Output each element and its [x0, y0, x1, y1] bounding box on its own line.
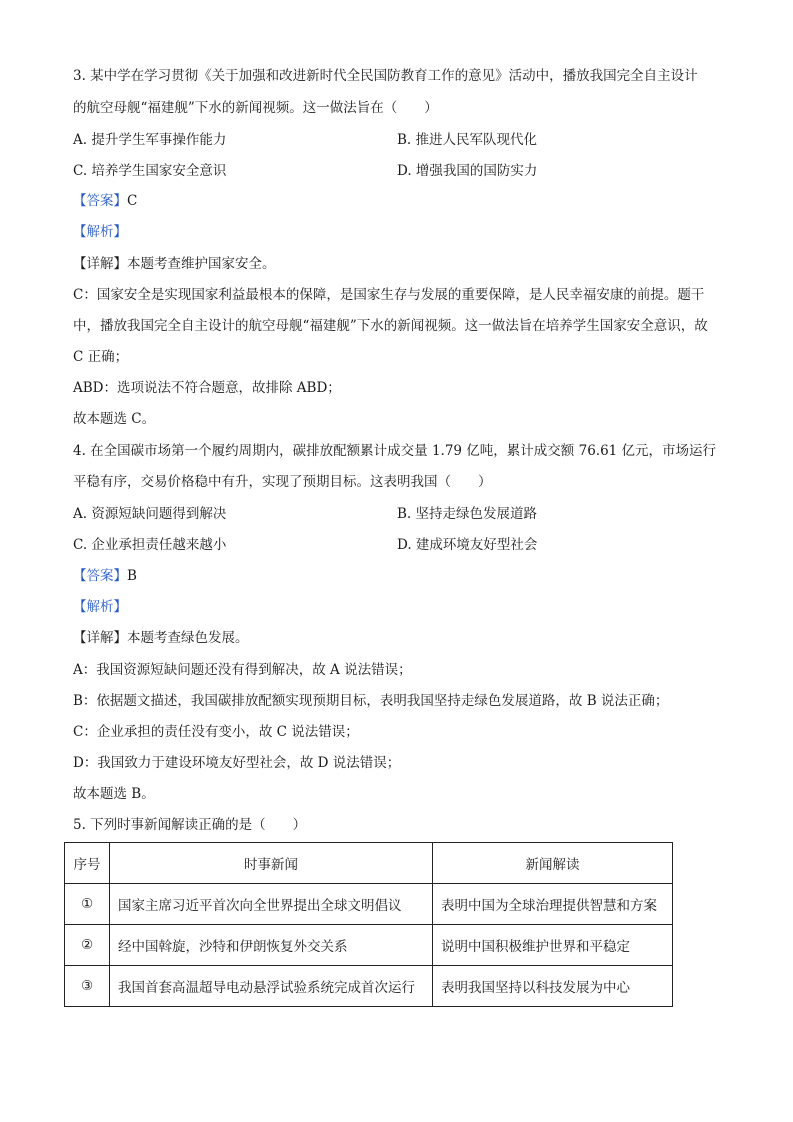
q4-conclusion: 故本题选 B。: [73, 786, 155, 802]
q4-explanation-line1: A：我国资源短缺问题还没有得到解决，故 A 说法错误；: [73, 662, 412, 678]
q4-option-b: B. 坚持走绿色发展道路: [397, 506, 538, 522]
analysis-tag: 【解析】: [73, 224, 127, 240]
header-index: 序号: [65, 843, 110, 884]
q4-answer: [73, 566, 137, 586]
q3-detail: [73, 254, 276, 274]
q4-option-c: C. 企业承担责任越来越小: [73, 537, 227, 553]
analysis-tag: 【解析】: [73, 599, 127, 615]
table-row: [65, 884, 673, 925]
row-index: ②: [65, 925, 110, 966]
header-interpretation: 新闻解读: [433, 843, 673, 884]
row-news: 国家主席习近平首次向全世界提出全球文明倡议: [110, 884, 433, 925]
q5-stem: 5. 下列时事新闻解读正确的是（ ）: [73, 817, 307, 833]
q3-explanation-line1: C：国家安全是实现国家利益最根本的保障，是国家生存与发展的重要保障，是人民幸福安康的前提。题干: [73, 287, 705, 303]
detail-text: 本题考查维护国家安全。: [127, 256, 276, 272]
q3-option-b: B. 推进人民军队现代化: [397, 132, 538, 148]
row-interpretation: 表明中国为全球治理提供智慧和方案: [433, 884, 673, 925]
q3-explanation-line2: 中，播放我国完全自主设计的航空母舰“福建舰”下水的新闻视频。这一做法旨在培养学生国家安全意识，故: [73, 318, 708, 334]
row-index: ①: [65, 884, 110, 925]
row-index: ③: [65, 966, 110, 1007]
answer-value: B: [127, 568, 137, 584]
q3-explanation-line3: C 正确；: [73, 349, 129, 365]
answer-value: C: [127, 193, 138, 209]
row-interpretation: 说明中国积极维护世界和平稳定: [433, 925, 673, 966]
q3-conclusion: 故本题选 C。: [73, 411, 156, 427]
q3-analysis-tag: [73, 222, 127, 242]
answer-tag: 【答案】: [73, 193, 127, 209]
q4-stem-line2: 平稳有序，交易价格稳中有升，实现了预期目标。这表明我国（ ）: [73, 474, 492, 490]
q4-explanation-line3: C：企业承担的责任没有变小，故 C 说法错误；: [73, 724, 359, 740]
q4-explanation-line4: D：我国致力于建设环境友好型社会，故 D 说法错误；: [73, 755, 401, 771]
q4-detail: [73, 628, 249, 648]
q4-stem-line1: 4. 在全国碳市场第一个履约周期内，碳排放配额累计成交量 1.79 亿吨，累计成交额 76.61 亿元，市场运行: [73, 443, 717, 459]
header-news: 时事新闻: [110, 843, 433, 884]
row-news: 我国首套高温超导电动悬浮试验系统完成首次运行: [110, 966, 433, 1007]
q4-option-d: D. 建成环境友好型社会: [397, 537, 538, 553]
detail-text: 本题考查绿色发展。: [127, 630, 249, 646]
q4-option-a: A. 资源短缺问题得到解决: [73, 506, 227, 522]
news-table: [64, 842, 673, 1007]
detail-tag: 【详解】: [73, 256, 127, 272]
q4-analysis-tag: [73, 597, 127, 617]
q4-explanation-line2: B：依据题文描述，我国碳排放配额实现预期目标，表明我国坚持走绿色发展道路，故 B 说法正确；: [73, 693, 669, 709]
row-news: 经中国斡旋，沙特和伊朗恢复外交关系: [110, 925, 433, 966]
q3-explanation-line4: ABD：选项说法不符合题意，故排除 ABD；: [73, 380, 341, 396]
row-interpretation: 表明我国坚持以科技发展为中心: [433, 966, 673, 1007]
answer-tag: 【答案】: [73, 568, 127, 584]
table-header-row: [65, 843, 673, 884]
q3-stem-line2: 的航空母舰“福建舰”下水的新闻视频。这一做法旨在（ ）: [73, 100, 438, 116]
q3-option-d: D. 增强我国的国防实力: [397, 163, 538, 179]
table-row: [65, 925, 673, 966]
q3-stem-line1: 3. 某中学在学习贯彻《关于加强和改进新时代全民国防教育工作的意见》活动中，播放我国完全自主设计: [73, 68, 698, 84]
q3-answer: [73, 191, 137, 211]
q3-option-c: C. 培养学生国家安全意识: [73, 163, 227, 179]
q3-option-a: A. 提升学生军事操作能力: [73, 132, 227, 148]
detail-tag: 【详解】: [73, 630, 127, 646]
table-row: [65, 966, 673, 1007]
